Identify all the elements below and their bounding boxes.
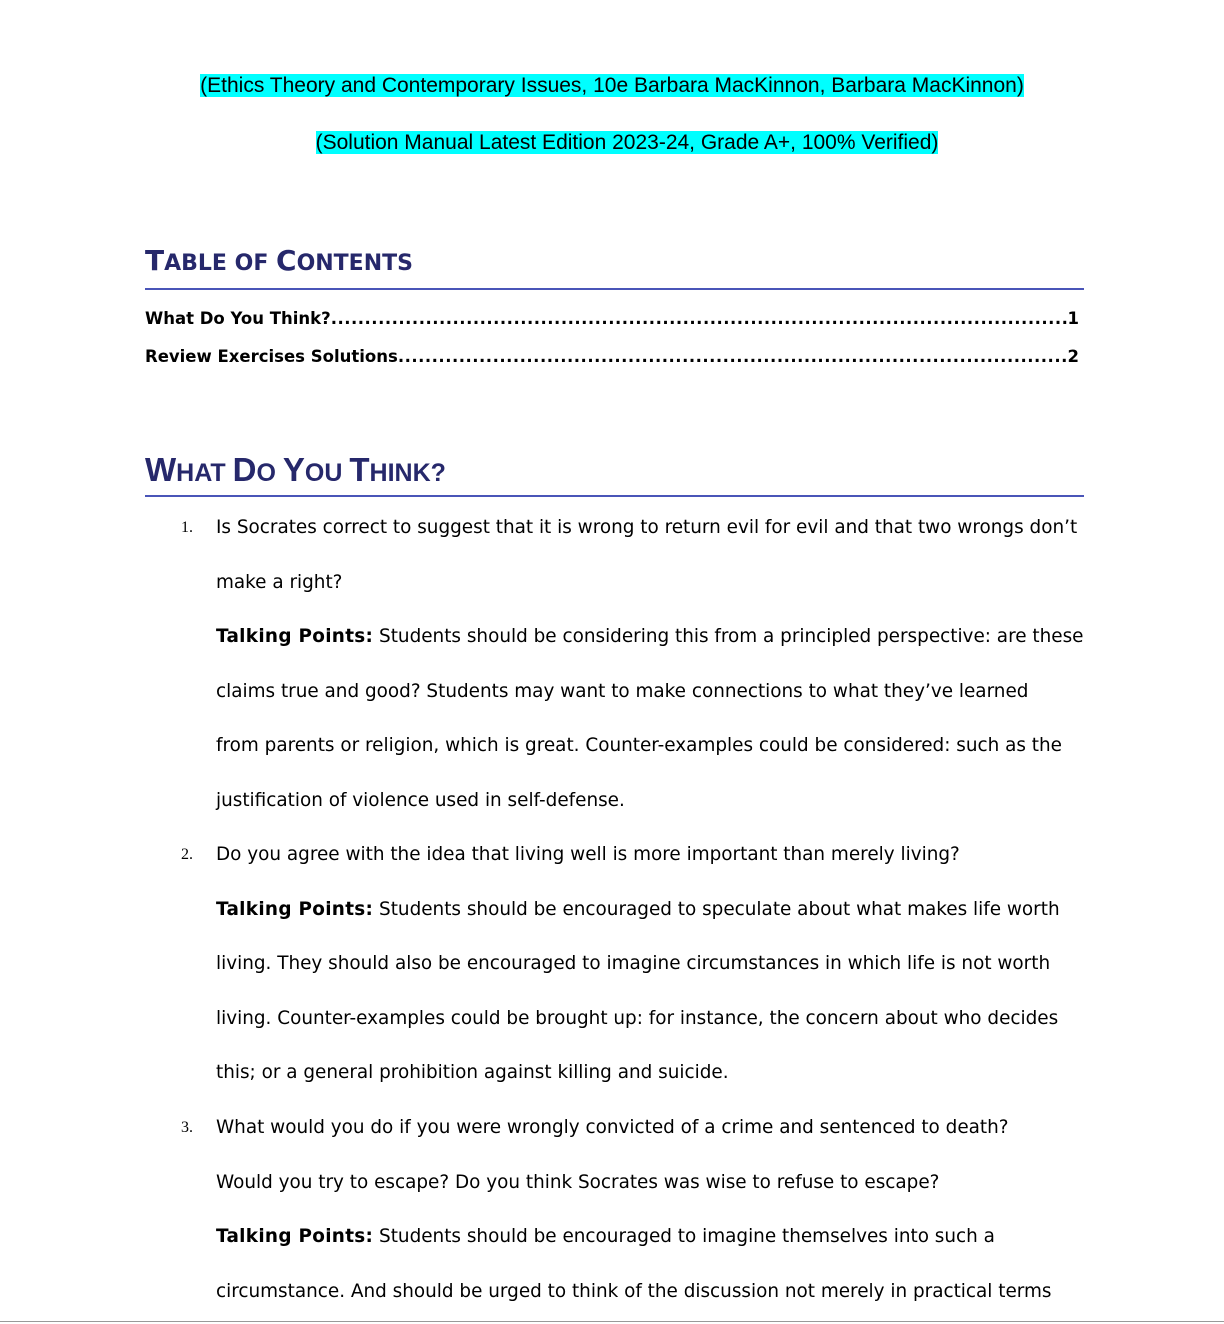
toc-heading: TABLE OF CONTENTS [145, 244, 1084, 290]
page-edge-divider [0, 1321, 1224, 1322]
header-title-line-2: (Solution Manual Latest Edition 2023-24, Grade A+, 100% Verified) [315, 131, 939, 154]
question-3: What would you do if you were wrongly convicted of a crime and sentenced to death? Would you try to escape? Do you think Socrates was wise to refuse to escape? Talking Points: Students should be encouraged to imagine themselves into such a circumstance. And should be urged to think of the discussion not merely in practical terms [216, 1117, 1052, 1302]
toc-entry-what-do-you-think[interactable]: What Do You Think? ..... 1 [145, 309, 1079, 328]
list-number: 1. [181, 519, 193, 536]
header-title-line-1: (Ethics Theory and Contemporary Issues, 10e Barbara MacKinnon, Barbara MacKinnon) [200, 74, 1024, 97]
list-number: 2. [181, 846, 193, 863]
question-1: Is Socrates correct to suggest that it is wrong to return evil for evil and that two wrongs don’t make a right? Talking Points: Students should be considering this from a principled perspective: are these claims true and good? Students may want to make connections to what they’ve learned from parents or religion, which is great. Counter-examples could be considered: such as the justification of violence used in self-defense. [216, 517, 1084, 811]
toc-entry-review-exercises[interactable]: Review Exercises Solutions ..... 2 [145, 347, 1079, 366]
section-heading: WHAT DO YOU THINK? [145, 451, 1084, 497]
list-number: 3. [181, 1119, 193, 1136]
question-2: Do you agree with the idea that living well is more important than merely living? Talking Points: Students should be encouraged to speculate about what makes life worth living. They should also be encouraged to imagine circumstances in which life is not worth living. Counter-examples could be brought up: for instance, the concern about who decides this; or a general prohibition against killing and suicide. [216, 844, 1060, 1083]
